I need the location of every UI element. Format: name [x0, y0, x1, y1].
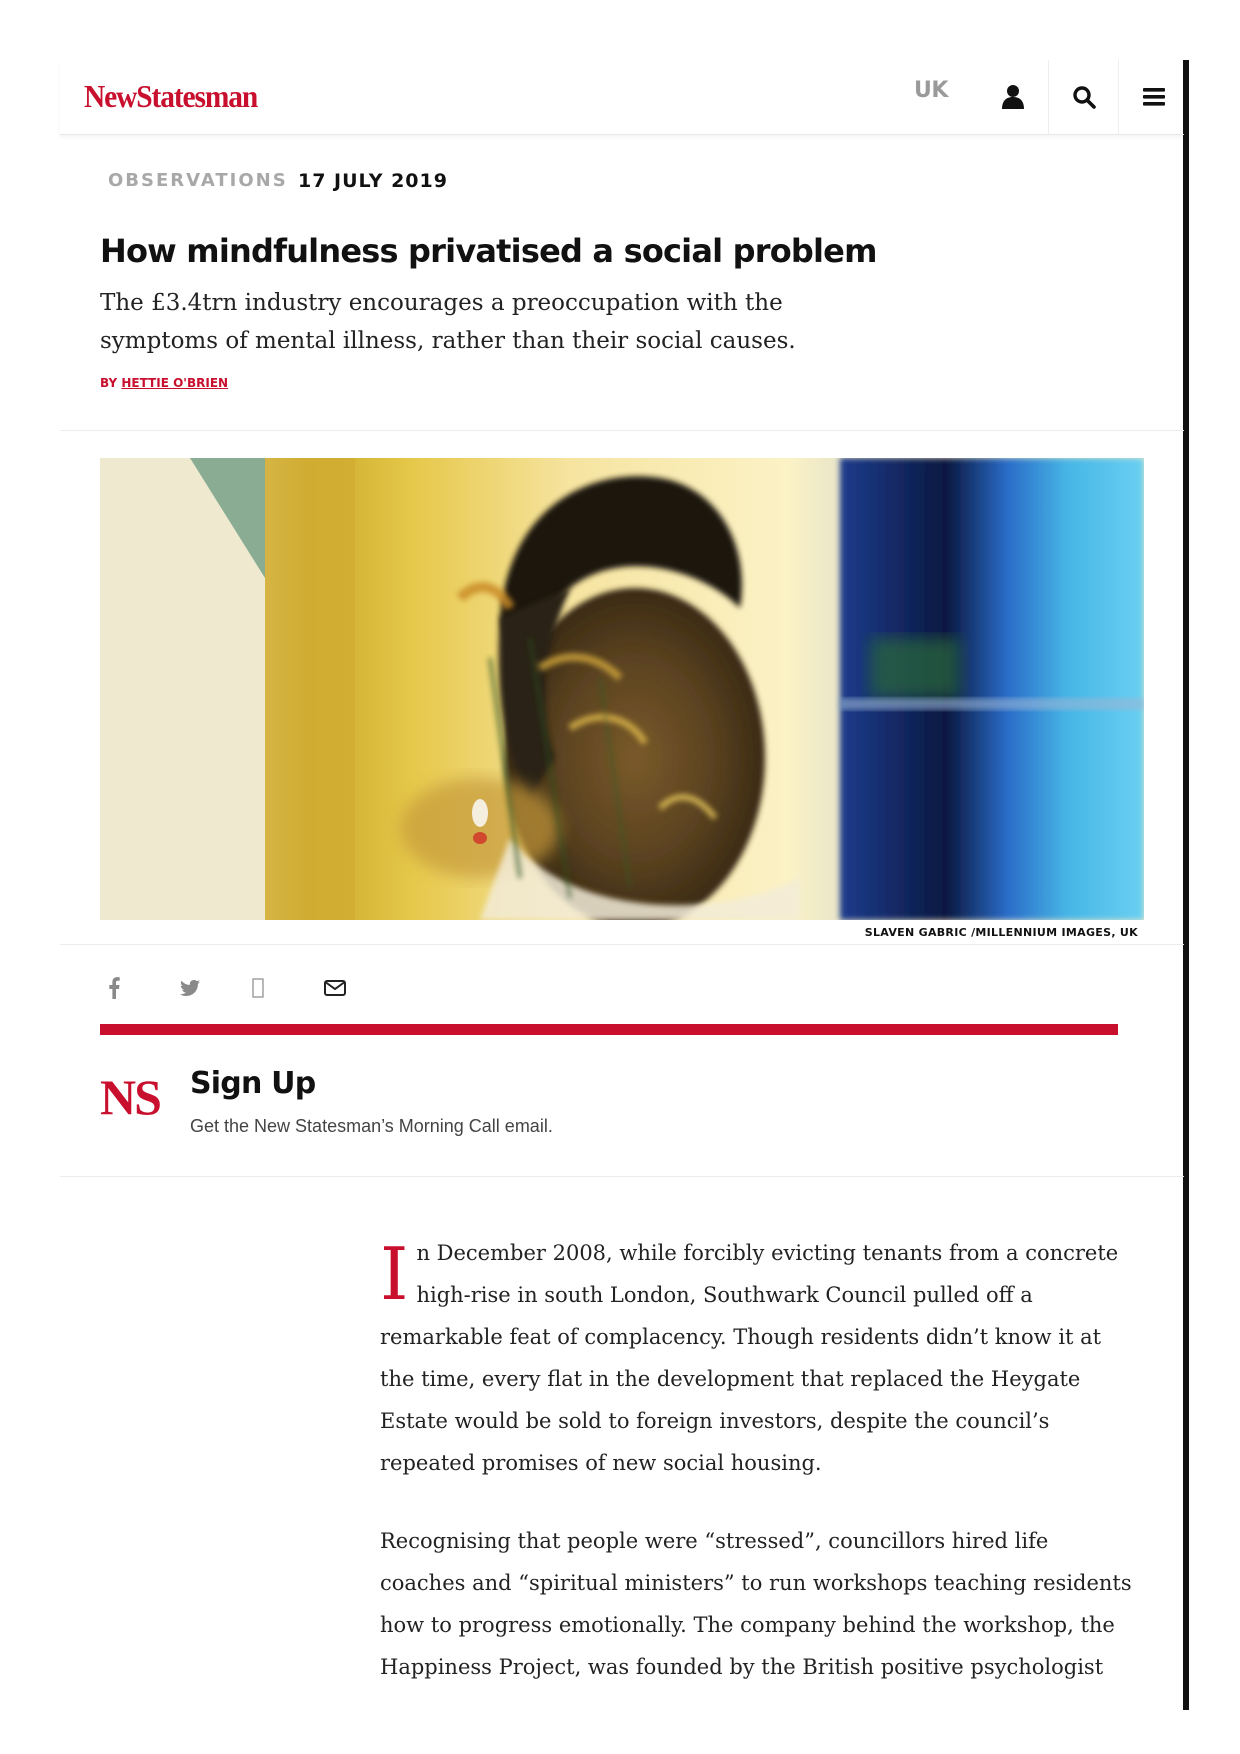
article-standfirst: The £3.4trn industry encourages a preoccupation with the symptoms of mental illness, rather than their social causes. [100, 290, 796, 354]
hero-image [100, 458, 1144, 920]
search-icon [1072, 85, 1096, 109]
share-whatsapp-button[interactable] [252, 968, 324, 1008]
whatsapp-icon [252, 978, 264, 998]
divider [60, 1176, 1184, 1177]
byline [100, 376, 228, 390]
search-button[interactable] [1048, 60, 1119, 134]
image-caption: SLAVEN GABRIC /MILLENNIUM IMAGES, UK [864, 926, 1138, 939]
share-facebook-button[interactable] [108, 968, 180, 1008]
share-twitter-button[interactable] [180, 968, 252, 1008]
divider [60, 430, 1184, 431]
body-paragraph [380, 1232, 1140, 1484]
signup-title[interactable]: Sign Up [190, 1066, 316, 1101]
menu-button[interactable] [1118, 60, 1189, 134]
paragraph-text: n December 2008, while forcibly evicting tenants from a concrete high-rise in south London, Southwark Council pulled off a remarkable feat of complacency. Though residents didn’t know it at the time, every flat in the development that replaced the Heygate Estate would be sold to foreign investors, despite the council’s repeated promises of new social housing. [380, 1241, 1119, 1475]
email-icon [324, 980, 346, 996]
article-headline: How mindfulness privatised a social problem [100, 232, 877, 270]
account-button[interactable] [978, 60, 1048, 134]
byline-prefix: BY [100, 376, 122, 390]
user-icon [1001, 84, 1025, 110]
share-email-button[interactable] [324, 968, 396, 1008]
site-header [60, 60, 1184, 135]
share-bar [108, 968, 396, 1008]
author-link[interactable]: HETTIE O'BRIEN [121, 376, 229, 390]
body-paragraph: Recognising that people were “stressed”, councillors hired life coaches and “spiritual ministers” to run workshops teaching residents how to progress emotionally. The company behind the workshop, the Happiness Project, was founded by the British positive psychologist [380, 1529, 1132, 1679]
section-tag[interactable]: OBSERVATIONS [108, 170, 288, 191]
menu-icon [1142, 86, 1166, 108]
drop-cap: I [380, 1232, 409, 1316]
article-body [380, 1232, 1140, 1724]
signup-accent-bar [100, 1024, 1118, 1035]
article-page [60, 60, 1184, 1700]
twitter-icon [180, 980, 200, 996]
site-logo[interactable]: NewStatesman [84, 78, 258, 114]
article-date: 17 JULY 2019 [298, 170, 448, 192]
ns-logo: NS [100, 1069, 160, 1125]
facebook-icon [108, 977, 120, 999]
divider [60, 944, 1184, 945]
signup-description: Get the New Statesman’s Morning Call email. [190, 1116, 553, 1136]
edition-selector[interactable]: UK [914, 78, 948, 103]
